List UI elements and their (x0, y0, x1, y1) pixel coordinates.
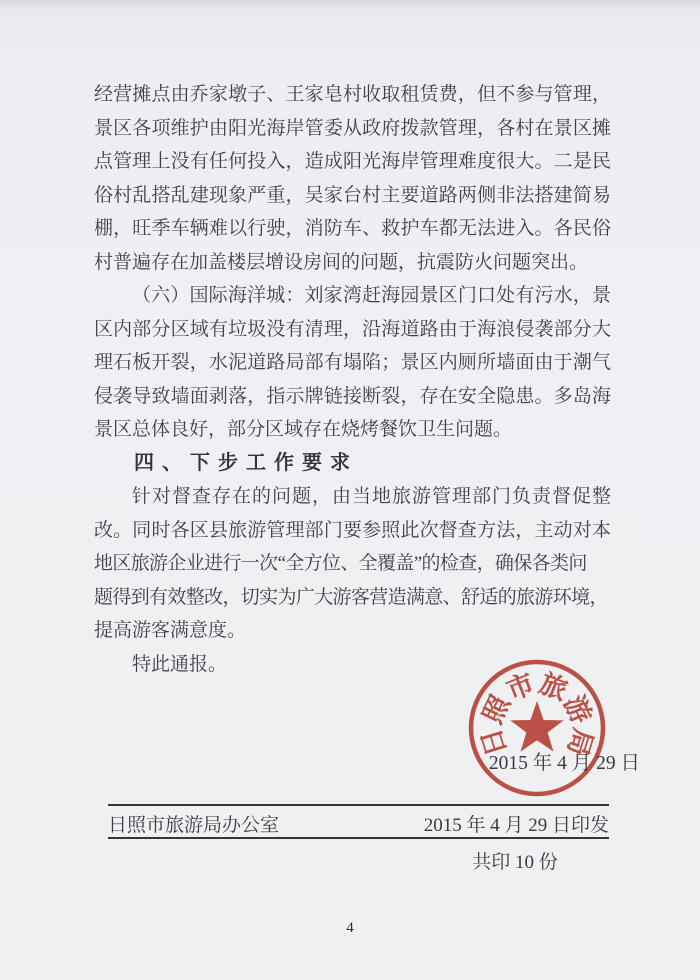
seal-char: 旅 (535, 668, 572, 707)
body-line: 地区旅游企业进行一次“全方位、全覆盖”的检查，确保各类问 (94, 553, 587, 574)
body-line: 侵袭导致墙面剥落，指示牌链接断裂，存在安全隐患。多岛海 (94, 385, 611, 407)
footer-issuer: 日照市旅游局办公室 (108, 815, 280, 836)
body-line: 棚，旺季车辆难以行驶，消防车、救护车都无法进入。各民俗 (94, 218, 611, 239)
page-number: 4 (346, 920, 354, 936)
body-line: 经营摊点由乔家墩子、王家皂村收取租赁费，但不参与管理， (94, 84, 611, 105)
seal-char: 市 (502, 668, 539, 707)
body-line: 区内部分区域有垃圾没有清理，沿海道路由于海浪侵袭部分大 (94, 318, 611, 340)
footer-row (108, 810, 609, 837)
official-seal (461, 652, 613, 804)
body-line: 改。同时各区县旅游管理部门要参照此次督查方法，主动对本 (94, 519, 611, 541)
footer-bottom-rule (108, 837, 609, 839)
copies-note: 共印 10 份 (472, 852, 558, 873)
body-line: 村普遍存在加盖楼层增设房间的问题，抗震防火问题突出。 (94, 251, 589, 273)
body-line: 景区各项维护由阳光海岸管委从政府拨款管理，各村在景区摊 (94, 117, 611, 139)
body-line: 景区总体良好，部分区域存在烧烤餐饮卫生问题。 (94, 419, 513, 440)
body-line: 特此通报。 (132, 653, 228, 675)
body-line: 俗村乱搭乱建现象严重，吴家台村主要道路两侧非法搭建简易 (94, 184, 611, 206)
body-line: 题得到有效整改，切实为广大游客营造满意、舒适的旅游环境， (94, 586, 608, 608)
footer-print-date: 2015 年 4 月 29 日印发 (423, 815, 609, 836)
body-line: （六）国际海洋城：刘家湾赶海园景区门口处有污水，景 (132, 285, 611, 306)
footer-top-rule (108, 804, 609, 806)
document-body (94, 78, 611, 681)
seal-char: 局 (561, 724, 599, 760)
signature-date: 2015 年 4 月 29 日 (488, 753, 640, 774)
section-heading: 四、下步工作要求 (134, 451, 358, 474)
seal-star-icon (510, 701, 563, 752)
seal-char: 日 (475, 724, 513, 760)
body-line: 点管理上没有任何投入，造成阳光海岸管理难度很大。二是民 (94, 151, 611, 172)
seal-char: 游 (558, 690, 597, 729)
body-line: 理石板开裂，水泥道路局部有塌陷；景区内厕所墙面由于潮气 (94, 352, 611, 373)
body-line: 针对督查存在的问题，由当地旅游管理部门负责督促整 (132, 486, 611, 507)
seal-char: 照 (477, 690, 516, 729)
body-line: 提高游客满意度。 (94, 620, 247, 641)
